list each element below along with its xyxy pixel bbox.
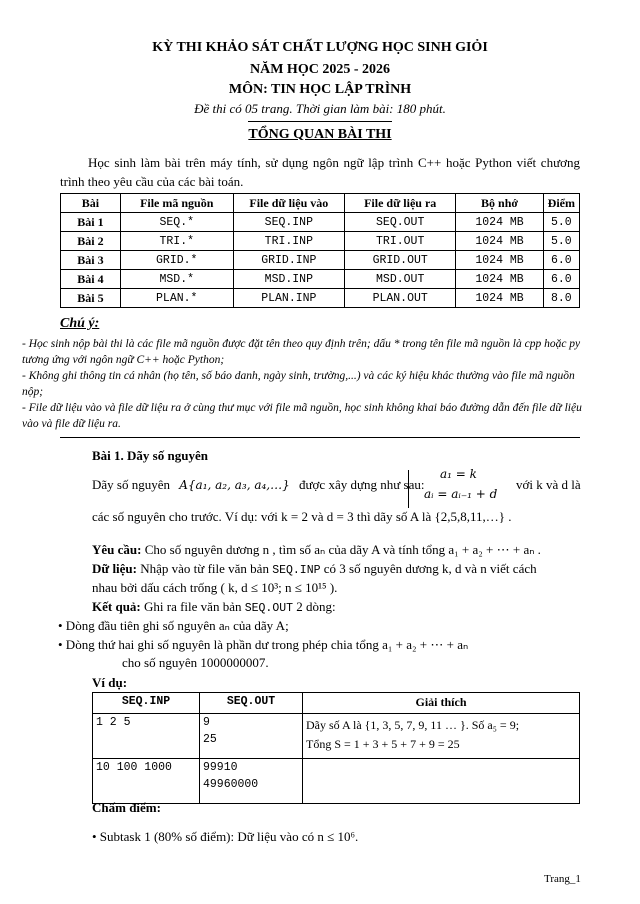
output-label: Kết quả:: [92, 599, 141, 614]
output-value: 99910: [203, 761, 238, 774]
school-year: NĂM HỌC 2025 - 2026: [250, 62, 390, 77]
col-header: Giải thích: [303, 693, 580, 714]
col-header: SEQ.OUT: [200, 693, 303, 714]
cell: PLAN.OUT: [345, 289, 456, 308]
subject: MÔN: TIN HỌC LẬP TRÌNH: [228, 82, 412, 97]
requirement-text: Cho số nguyên dương n , tìm số aₙ của dãy A và tính tổng a₁ + a₂ + ⋯ + aₙ .: [144, 542, 541, 557]
table-row: [61, 251, 580, 270]
example-explanation: [303, 759, 580, 804]
table-row: [93, 759, 580, 804]
cell: GRID.*: [120, 251, 233, 270]
example-input: 10 100 1000: [93, 759, 200, 804]
cell: 5.0: [543, 232, 579, 251]
example-input: 1 2 5: [93, 714, 200, 759]
scoring-title: Chấm điểm:: [92, 800, 161, 815]
cell: SEQ.INP: [233, 213, 344, 232]
cell: MSD.*: [120, 270, 233, 289]
input-line: [92, 561, 537, 577]
cell: 1024 MB: [456, 251, 543, 270]
exam-info: Đề thi có 05 trang. Thời gian làm bài: 180 phút.: [194, 101, 446, 116]
col-header: SEQ.INP: [93, 693, 200, 714]
output-filename: SEQ.OUT: [244, 602, 294, 615]
definition-mid: được xây dựng như sau:: [299, 477, 425, 492]
overview-title: TỔNG QUAN BÀI THI: [248, 127, 392, 142]
output-line: [92, 599, 336, 615]
cell: GRID.INP: [233, 251, 344, 270]
cell: 8.0: [543, 289, 579, 308]
input-text: Nhập vào từ file văn bản: [140, 561, 269, 576]
col-header: Điểm: [543, 194, 579, 213]
sequence-notation: A{a₁, a₂, a₃, a₄,…}: [179, 478, 290, 492]
example-output: [200, 759, 303, 804]
col-header: File dữ liệu ra: [345, 194, 456, 213]
note-item: - Học sinh nộp bài thi là các file mã nguồn được đặt tên theo quy định trên; dấu * trong tên file mã nguồn là cpp hoặc py tương ứng với ngôn ngữ C++ hoặc Python;: [22, 338, 581, 366]
cell: 5.0: [543, 213, 579, 232]
example-title: Ví dụ:: [92, 675, 128, 690]
cell: 6.0: [543, 270, 579, 289]
notes-title: Chú ý:: [60, 316, 100, 331]
output-bullet: • Dòng thứ hai ghi số nguyên là phần dư trong phép chia tổng a₁ + a₂ + ⋯ + aₙ: [58, 637, 469, 652]
example-header-row: [93, 693, 580, 714]
requirement-line: [92, 542, 541, 558]
summary-table: [60, 193, 580, 308]
cell: 1024 MB: [456, 213, 543, 232]
definition-prefix: Dãy số nguyên: [92, 477, 170, 492]
cell: Bài 3: [61, 251, 121, 270]
subtask-line: • Subtask 1 (80% số điểm): Dữ liệu vào có n ≤ 10⁶.: [92, 829, 359, 844]
section-divider: [60, 437, 580, 438]
cell: GRID.OUT: [345, 251, 456, 270]
output-bullet-continued: cho số nguyên 1000000007.: [122, 655, 269, 670]
recurrence-base: a₁ = k: [440, 467, 477, 481]
output-bullet: • Dòng đầu tiên ghi số nguyên aₙ của dãy A;: [58, 618, 289, 633]
cell: MSD.INP: [233, 270, 344, 289]
exam-title: KỲ THI KHẢO SÁT CHẤT LƯỢNG HỌC SINH GIỎI: [152, 40, 488, 55]
input-constraints: nhau bởi dấu cách trống ( k, d ≤ 10³; n ≤ 10¹⁵ ).: [92, 580, 338, 595]
cell: Bài 1: [61, 213, 121, 232]
input-text-rest: có 3 số nguyên dương k, d và n viết cách: [323, 561, 537, 576]
table-row: [61, 289, 580, 308]
note-item: - File dữ liệu vào và file dữ liệu ra ở cùng thư mục với file mã nguồn, học sinh không khai báo đường dẫn đến file dữ liệu vào và file dữ liệu ra.: [22, 402, 582, 430]
example-output: [200, 714, 303, 759]
cell: 1024 MB: [456, 289, 543, 308]
page-number: Trang_1: [544, 873, 581, 885]
overview-intro: Học sinh làm bài trên máy tính, sử dụng ngôn ngữ lập trình C++ hoặc Python viết chương trình theo yêu cầu của các bài toán.: [60, 155, 580, 189]
cell: Bài 5: [61, 289, 121, 308]
cell: 1024 MB: [456, 270, 543, 289]
recurrence-step: aᵢ = aᵢ₋₁ + d: [424, 487, 498, 501]
requirement-label: Yêu cầu:: [92, 542, 142, 557]
col-header: File dữ liệu vào: [233, 194, 344, 213]
output-value: 49960000: [203, 778, 259, 791]
cell: SEQ.*: [120, 213, 233, 232]
example-table: [92, 692, 580, 804]
output-value: 25: [203, 733, 217, 746]
problem-title: Bài 1. Dãy số nguyên: [92, 448, 208, 463]
note-item: - Không ghi thông tin cá nhân (họ tên, số báo danh, ngày sinh, trường,...) và các ký hiệu khác thường vào file mã nguồn nộp;: [22, 370, 575, 398]
definition-suffix: với k và d là: [516, 477, 581, 492]
example-explanation: [303, 714, 580, 759]
summary-header-row: [61, 194, 580, 213]
system-brace: [408, 470, 419, 508]
cell: SEQ.OUT: [345, 213, 456, 232]
cell: PLAN.INP: [233, 289, 344, 308]
header-divider: [248, 121, 392, 122]
table-row: [61, 213, 580, 232]
output-value: 9: [203, 716, 210, 729]
table-row: [93, 714, 580, 759]
cell: Bài 4: [61, 270, 121, 289]
definition-line: [92, 477, 425, 493]
cell: Bài 2: [61, 232, 121, 251]
col-header: Bài: [61, 194, 121, 213]
cell: TRI.INP: [233, 232, 344, 251]
cell: TRI.OUT: [345, 232, 456, 251]
cell: PLAN.*: [120, 289, 233, 308]
explanation-line: Tổng S = 1 + 3 + 5 + 7 + 9 = 25: [306, 737, 460, 751]
col-header: File mã nguồn: [120, 194, 233, 213]
col-header: Bộ nhớ: [456, 194, 543, 213]
explanation-line: Dãy số A là {1, 3, 5, 7, 9, 11 … }. Số a₅ = 9;: [306, 718, 520, 732]
output-text-rest: 2 dòng:: [296, 599, 336, 614]
output-text: Ghi ra file văn bản: [144, 599, 242, 614]
table-row: [61, 232, 580, 251]
table-row: [61, 270, 580, 289]
cell: 1024 MB: [456, 232, 543, 251]
cell: MSD.OUT: [345, 270, 456, 289]
cell: TRI.*: [120, 232, 233, 251]
cell: 6.0: [543, 251, 579, 270]
input-filename: SEQ.INP: [272, 564, 321, 577]
example-sentence: các số nguyên cho trước. Ví dụ: với k = 2 và d = 3 thì dãy số A là {2,5,8,11,…} .: [92, 509, 512, 524]
input-label: Dữ liệu:: [92, 561, 137, 576]
